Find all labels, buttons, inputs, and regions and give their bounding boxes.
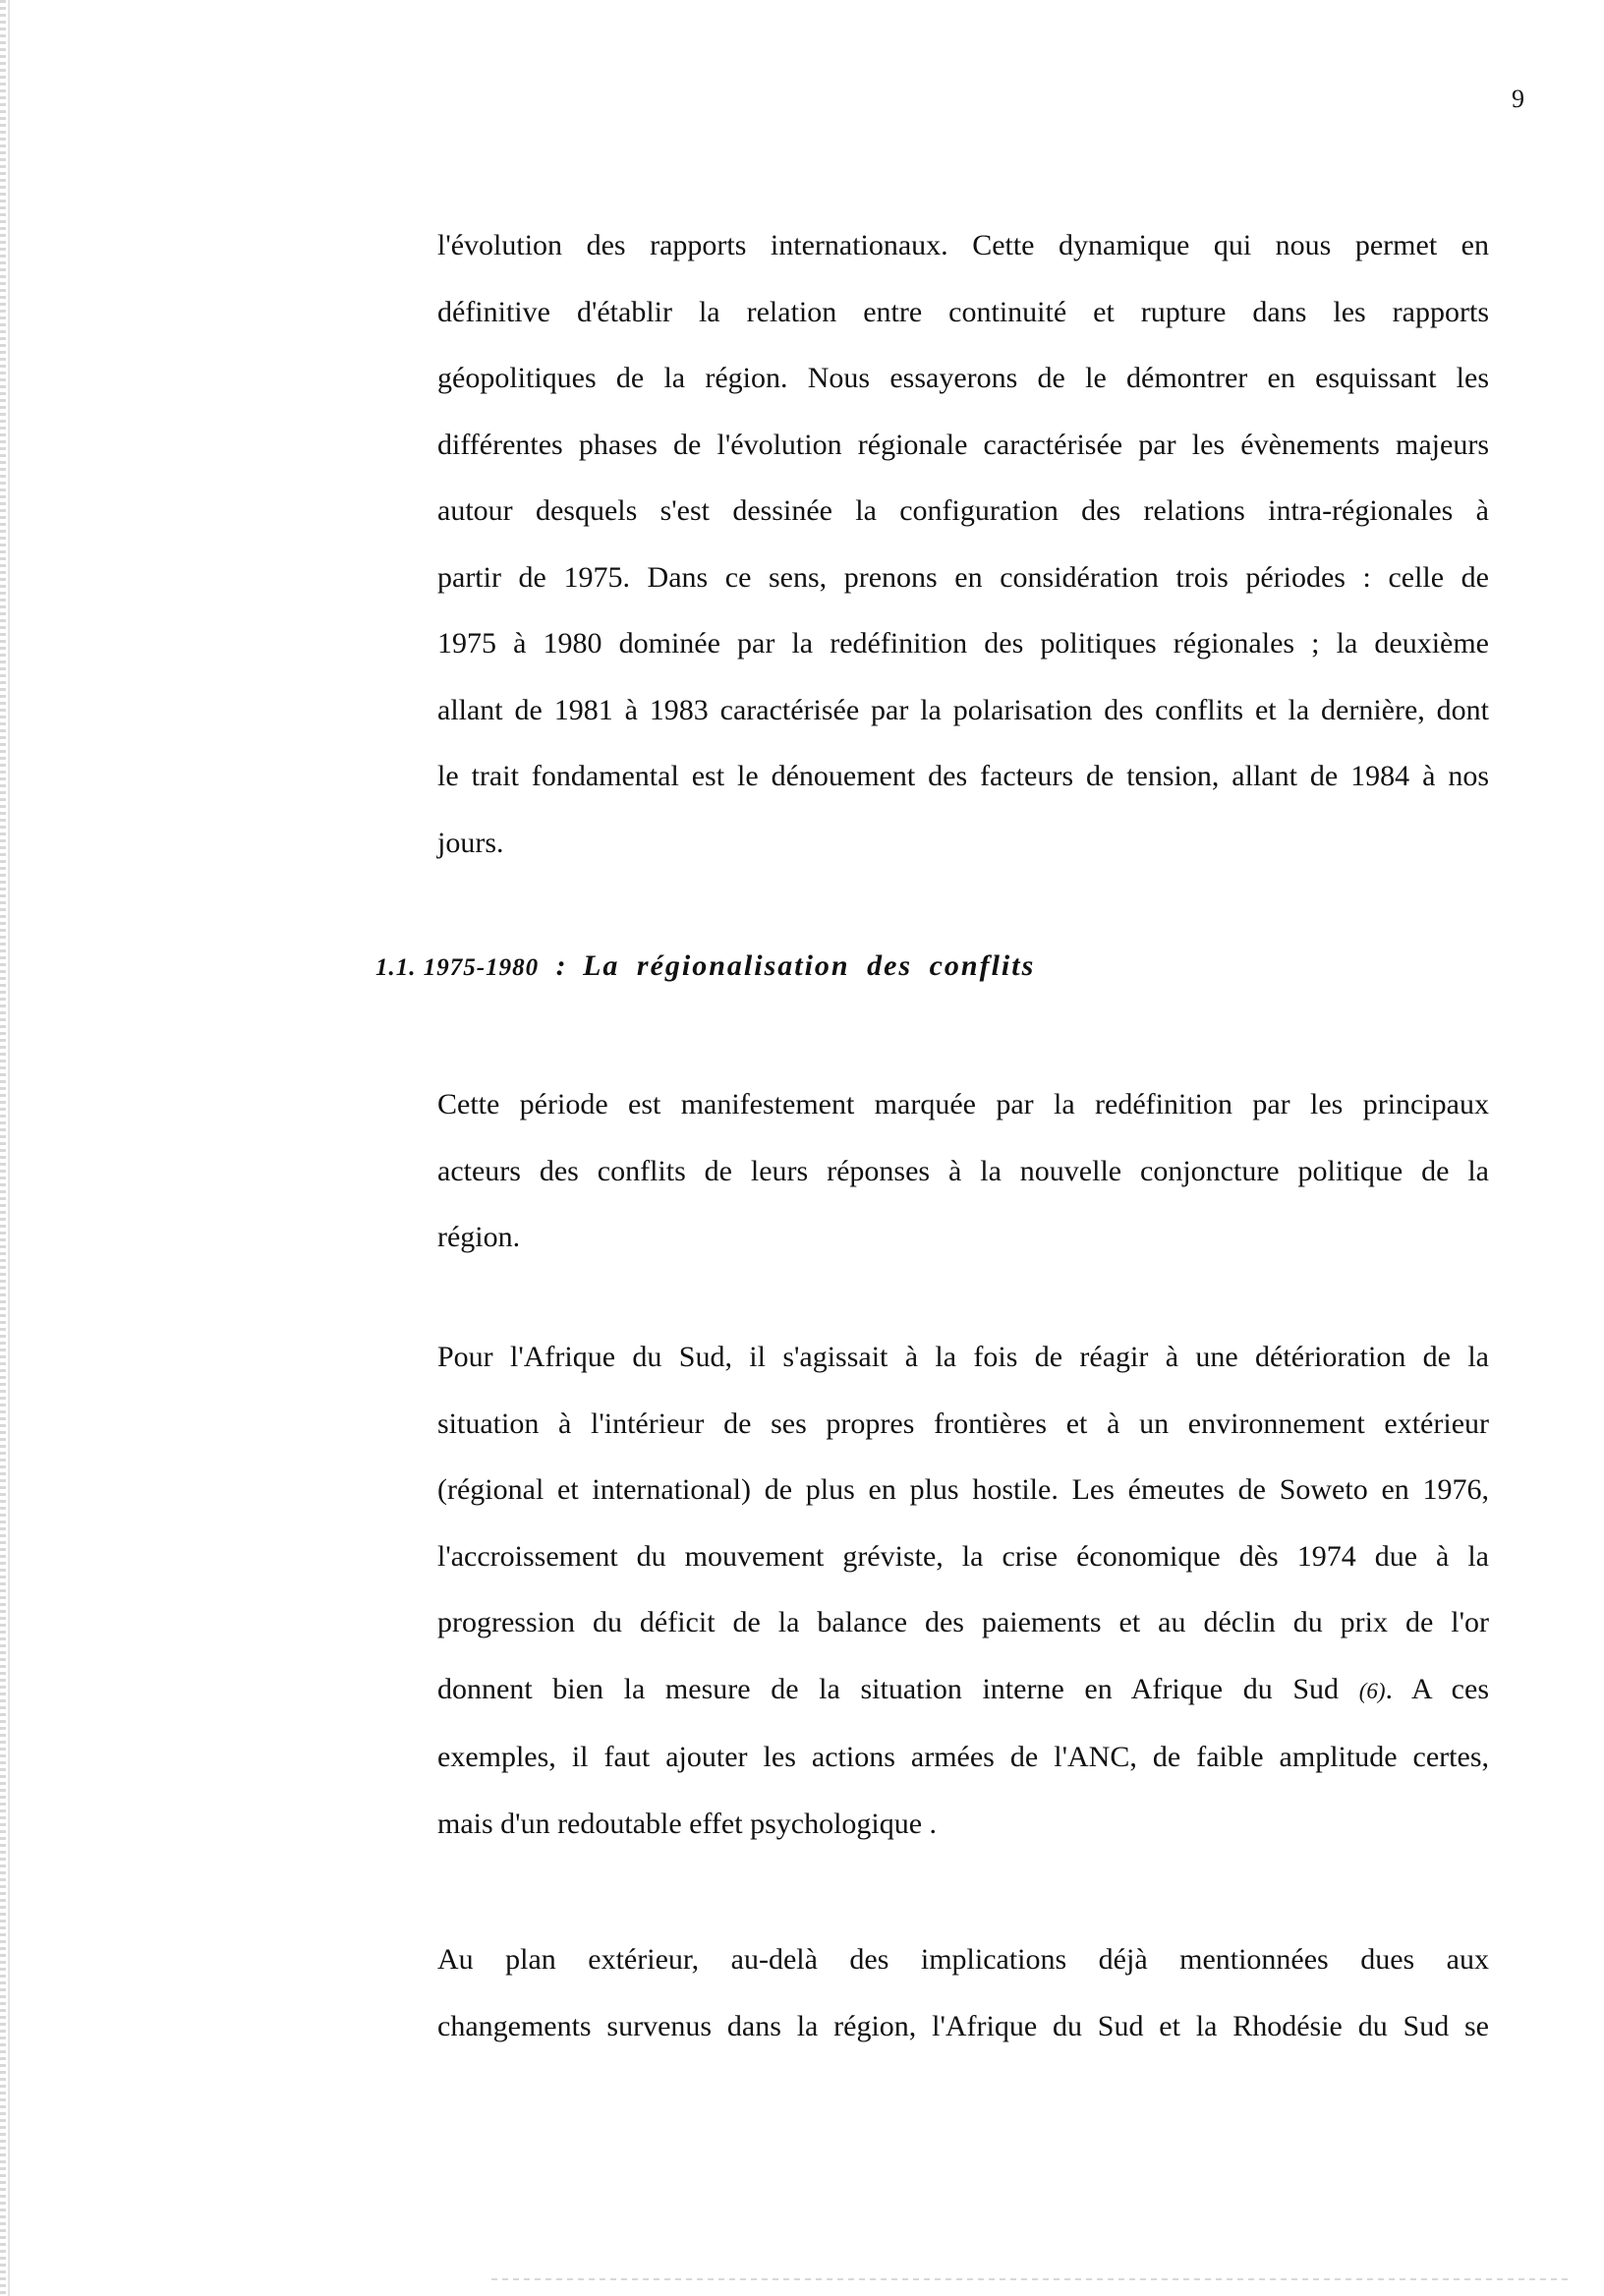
text-line: géopolitiques de la région. Nous essayerons de le démontrer en esquissant les <box>437 362 1489 394</box>
text-line: 1975 à 1980 dominée par la redéfinition des politiques régionales ; la deuxième <box>437 627 1489 660</box>
text-line: acteurs des conflits de leurs réponses à la nouvelle conjoncture politique de la <box>437 1154 1489 1187</box>
text-line: changements survenus dans la région, l'Afrique du Sud et la Rhodésie du Sud se <box>437 2009 1489 2042</box>
text-line: région. <box>437 1221 521 1253</box>
footnote-reference: (6) <box>1358 1678 1386 1703</box>
scan-edge-artifact <box>0 0 6 2296</box>
page-number: 9 <box>1512 85 1524 113</box>
text-line: progression du déficit de la balance des paiements et au déclin du prix de l'or <box>437 1606 1489 1638</box>
text-line: mais d'un redoutable effet psychologique . <box>437 1807 938 1840</box>
text-line: allant de 1981 à 1983 caractérisée par la polarisation des conflits et la dernière, dont <box>437 693 1489 726</box>
paragraph-intro <box>437 212 1489 876</box>
text-line: Pour l'Afrique du Sud, il s'agissait à la fois de réagir à une détérioration de la <box>437 1341 1489 1373</box>
text-line: l'évolution des rapports internationaux. Cette dynamique qui nous permet en <box>437 229 1489 261</box>
text-line: Cette période est manifestement marquée par la redéfinition par les principaux <box>437 1088 1489 1120</box>
paragraph-south-africa <box>437 1324 1489 1857</box>
text-line: autour desquels s'est dessinée la configuration des relations intra-régionales à <box>437 494 1489 527</box>
text-line: définitive d'établir la relation entre continuité et rupture dans les rapports <box>437 295 1489 328</box>
paragraph-period-definition <box>437 1071 1489 1271</box>
text-line: situation à l'intérieur de ses propres frontières et à un environnement extérieur <box>437 1406 1489 1440</box>
text-line: (régional et international) de plus en plus hostile. Les émeutes de Soweto en 1976, <box>437 1473 1489 1506</box>
paragraph-external-plan <box>437 1926 1489 2059</box>
scan-edge-line <box>8 0 10 2296</box>
text-segment: . A ces <box>1385 1672 1489 1705</box>
text-segment: donnent bien la mesure de la situation interne en Afrique du Sud <box>437 1672 1340 1705</box>
text-line: partir de 1975. Dans ce sens, prenons en considération trois périodes : celle de <box>437 560 1489 594</box>
section-title: La régionalisation des conflits <box>583 949 1036 982</box>
section-number: 1.1. 1975-1980 <box>375 954 540 981</box>
text-line-with-reference <box>437 1656 1489 1725</box>
text-line: l'accroissement du mouvement gréviste, la crise économique dès 1974 due à la <box>437 1539 1489 1573</box>
text-line: exemples, il faut ajouter les actions armées de l'ANC, de faible amplitude certes, <box>437 1741 1489 1773</box>
section-heading <box>375 949 1035 983</box>
text-line: différentes phases de l'évolution régionale caractérisée par les évènements majeurs <box>437 428 1489 461</box>
scan-bottom-artifact <box>491 2278 1573 2280</box>
section-separator: : <box>555 949 566 982</box>
text-line: le trait fondamental est le dénouement des facteurs de tension, allant de 1984 à nos <box>437 760 1489 792</box>
text-line: jours. <box>437 826 504 859</box>
text-line: Au plan extérieur, au-delà des implications déjà mentionnées dues aux <box>437 1943 1489 1976</box>
